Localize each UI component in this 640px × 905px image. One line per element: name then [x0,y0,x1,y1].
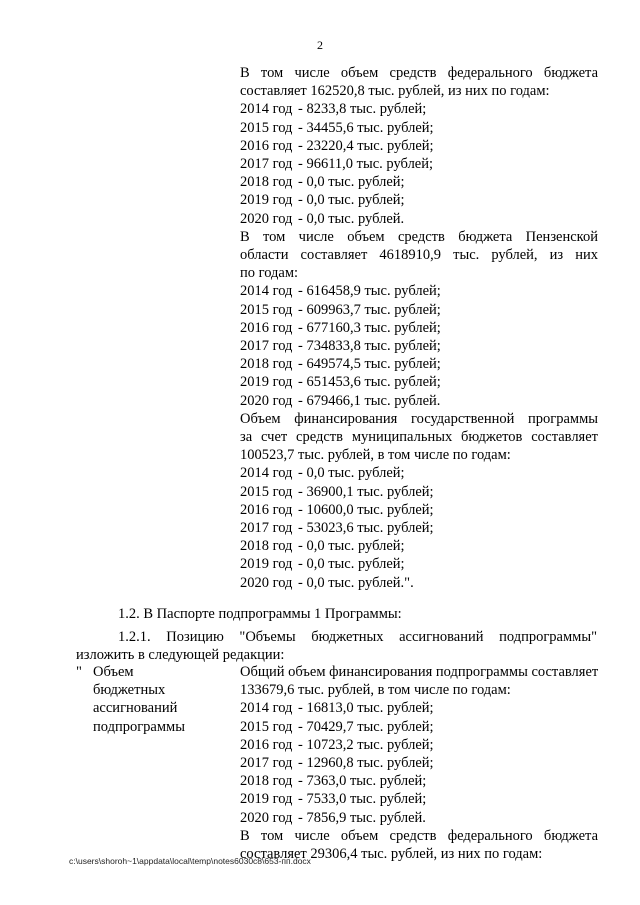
year-label: 2014 год [240,283,293,300]
year-amount: - 23220,4 тыс. рублей; [298,137,434,154]
year-label: 2020 год [240,210,293,227]
year-row [240,483,598,501]
year-amount: - 734833,8 тыс. рублей; [298,338,441,355]
subprogram-funding-block [240,663,598,863]
position-label [93,663,233,736]
year-amount: - 70429,7 тыс. рублей; [298,718,434,735]
year-row [240,373,598,391]
year-amount: - 651453,6 тыс. рублей; [298,374,441,391]
year-label: 2019 год [240,791,293,808]
year-row [240,574,598,592]
year-label: 2014 год [240,101,293,118]
year-label: 2017 год [240,755,293,772]
year-row [240,191,598,209]
year-row [240,754,598,772]
year-label: 2018 год [240,356,293,373]
year-label: 2018 год [240,538,293,555]
year-label: 2019 год [240,556,293,573]
year-label: 2015 год [240,483,293,500]
year-amount: - 0,0 тыс. рублей.". [298,574,414,591]
year-amount: - 7363,0 тыс. рублей; [298,773,427,790]
municipal-intro-line-2: за счет средств муниципальных бюджетов составляет [240,429,598,446]
year-row [240,736,598,754]
section-1-2-1-line-2: изложить в следующей редакции: [76,647,285,663]
year-amount: - 8233,8 тыс. рублей; [298,101,427,118]
year-row [240,282,598,300]
year-label: 2015 год [240,301,293,318]
year-row [240,319,598,337]
year-label: 2015 год [240,119,293,136]
year-amount: - 12960,8 тыс. рублей; [298,755,434,772]
federal-years-list [240,100,598,227]
sub-federal-intro-line-2: составляет 29306,4 тыс. рублей, из них по годам: [240,846,543,863]
year-label: 2017 год [240,520,293,537]
year-amount: - 0,0 тыс. рублей; [298,174,405,191]
year-label: 2014 год [240,700,293,717]
total-years-list [240,699,598,826]
year-label: 2016 год [240,736,293,753]
year-label: 2019 год [240,192,293,209]
position-label-line: Объем [93,664,134,680]
municipal-intro-line-1: Объем финансирования государственной программы [240,410,598,427]
year-label: 2016 год [240,319,293,336]
year-row [240,137,598,155]
year-row [240,301,598,319]
sub-federal-intro-line-1: В том числе объем средств федерального бюджета [240,827,598,844]
year-amount: - 96611,0 тыс. рублей; [298,156,434,173]
year-label: 2016 год [240,137,293,154]
regional-intro-line-2: области составляет 4618910,9 тыс. рублей, из них [240,247,598,264]
year-row [240,519,598,537]
year-label: 2020 год [240,392,293,409]
year-row [240,772,598,790]
year-row [240,337,598,355]
year-label: 2018 год [240,773,293,790]
regional-intro-line-1: В том числе объем средств бюджета Пензенской [240,228,598,245]
year-amount: - 53023,6 тыс. рублей; [298,520,434,537]
file-path-footer: c:\users\shoroh~1\appdata\local\temp\notes6030c8\653-пп.docx [69,856,311,866]
year-amount: - 0,0 тыс. рублей; [298,556,405,573]
year-row [240,210,598,228]
year-label: 2017 год [240,338,293,355]
year-amount: - 0,0 тыс. рублей; [298,465,405,482]
page-number: 2 [317,38,323,52]
year-amount: - 34455,6 тыс. рублей; [298,119,434,136]
regional-intro-line-3: по годам: [240,265,299,282]
year-row [240,119,598,137]
year-row [240,555,598,573]
year-amount: - 16813,0 тыс. рублей; [298,700,434,717]
year-amount: - 0,0 тыс. рублей; [298,538,405,555]
year-label: 2019 год [240,374,293,391]
section-1-2-1-line-1: 1.2.1. Позицию "Объемы бюджетных ассигнований подпрограммы" [118,629,597,645]
federal-intro-line-2: составляет 162520,8 тыс. рублей, из них по годам: [240,83,550,100]
year-label: 2020 год [240,574,293,591]
year-row [240,355,598,373]
year-amount: - 609963,7 тыс. рублей; [298,301,441,318]
regional-years-list [240,282,598,409]
year-row [240,537,598,555]
year-row [240,790,598,808]
year-amount: - 679466,1 тыс. рублей. [298,392,441,409]
year-label: 2017 год [240,156,293,173]
year-amount: - 10723,2 тыс. рублей; [298,736,434,753]
year-row [240,464,598,482]
year-amount: - 0,0 тыс. рублей; [298,192,405,209]
year-amount: - 10600,0 тыс. рублей; [298,501,434,518]
municipal-intro-line-3: 100523,7 тыс. рублей, в том числе по годам: [240,447,511,464]
year-label: 2015 год [240,718,293,735]
total-intro-line-2: 133679,6 тыс. рублей, в том числе по годам: [240,682,511,699]
year-amount: - 649574,5 тыс. рублей; [298,356,441,373]
year-amount: - 7856,9 тыс. рублей. [298,809,426,826]
section-1-2-heading: 1.2. В Паспорте подпрограммы 1 Программы: [118,606,402,622]
year-row [240,173,598,191]
top-funding-block [240,64,598,592]
year-row [240,809,598,827]
year-label: 2016 год [240,501,293,518]
year-row [240,100,598,118]
year-amount: - 677160,3 тыс. рублей; [298,319,441,336]
year-label: 2020 год [240,809,293,826]
total-intro-line-1: Общий объем финансирования подпрограммы составляет [240,664,599,680]
municipal-years-list [240,464,598,591]
year-row [240,699,598,717]
year-amount: - 616458,9 тыс. рублей; [298,283,441,300]
position-label-line: бюджетных [93,682,166,699]
year-amount: - 7533,0 тыс. рублей; [298,791,427,808]
position-label-line: ассигнований [93,700,178,717]
year-label: 2018 год [240,174,293,191]
position-label-line: подпрограммы [93,718,185,735]
year-amount: - 0,0 тыс. рублей. [298,210,405,227]
opening-quote: " [76,664,82,680]
year-row [240,155,598,173]
year-row [240,392,598,410]
year-row [240,718,598,736]
year-amount: - 36900,1 тыс. рублей; [298,483,434,500]
year-label: 2014 год [240,465,293,482]
year-row [240,501,598,519]
federal-intro-line-1: В том числе объем средств федерального бюджета [240,65,598,81]
